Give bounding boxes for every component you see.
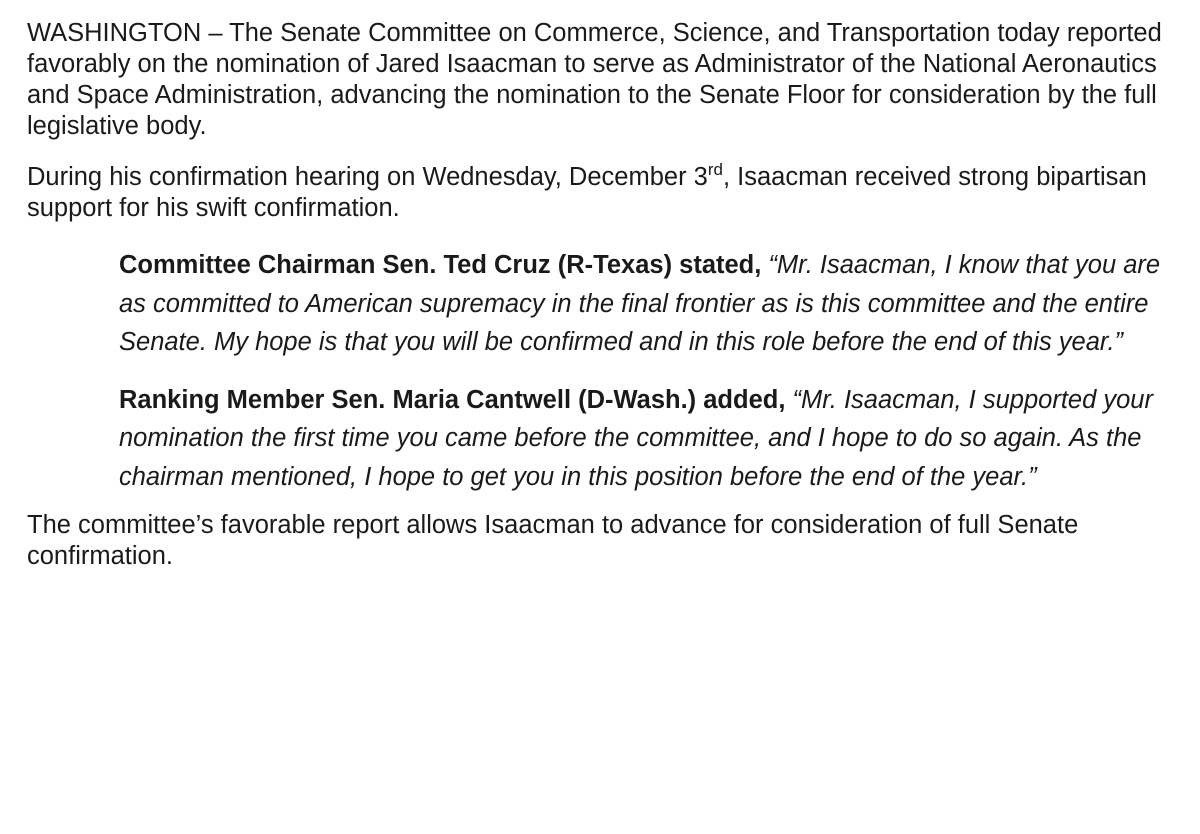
quote-text: “Mr. Isaacman, I supported your nomination the first time you came before the committee, and I hope to do so again. As the chairman mentioned, I hope to get you in this position before the end of the year.” [119,385,1153,491]
quote-speaker: Committee Chairman Sen. Ted Cruz (R-Texas) stated, [119,251,762,279]
quote-text: “Mr. Isaacman, I know that you are as committed to American supremacy in the final frontier as is this committee and the entire Senate. My hope is that you will be confirmed and in this role before the end of this year.” [119,251,1161,356]
hearing-paragraph-text: During his confirmation hearing on Wednesday, December 3 [27,163,708,191]
quote-ranking-member [119,381,1184,497]
quote-chairman [119,246,1184,362]
hearing-paragraph [27,159,1187,224]
quote-speaker: Ranking Member Sen. Maria Cantwell (D-Wash.) added, [119,385,786,414]
closing-paragraph: The committee’s favorable report allows Isaacman to advance for consideration of full Senate confirmation. [27,511,1079,570]
lead-paragraph: WASHINGTON – The Senate Committee on Commerce, Science, and Transportation today reported favorably on the nomination of Jared Isaacman to serve as Administrator of the National Aeronautics and Space Administration, advancing the nomination to the Senate Floor for consideration by the full legislative body. [27,19,1162,140]
press-release [27,18,1187,572]
hearing-paragraph-text-end: , Isaacman received strong bipartisan support for his swift confirmation. [27,163,1147,222]
date-ordinal-suffix: rd [707,159,723,179]
